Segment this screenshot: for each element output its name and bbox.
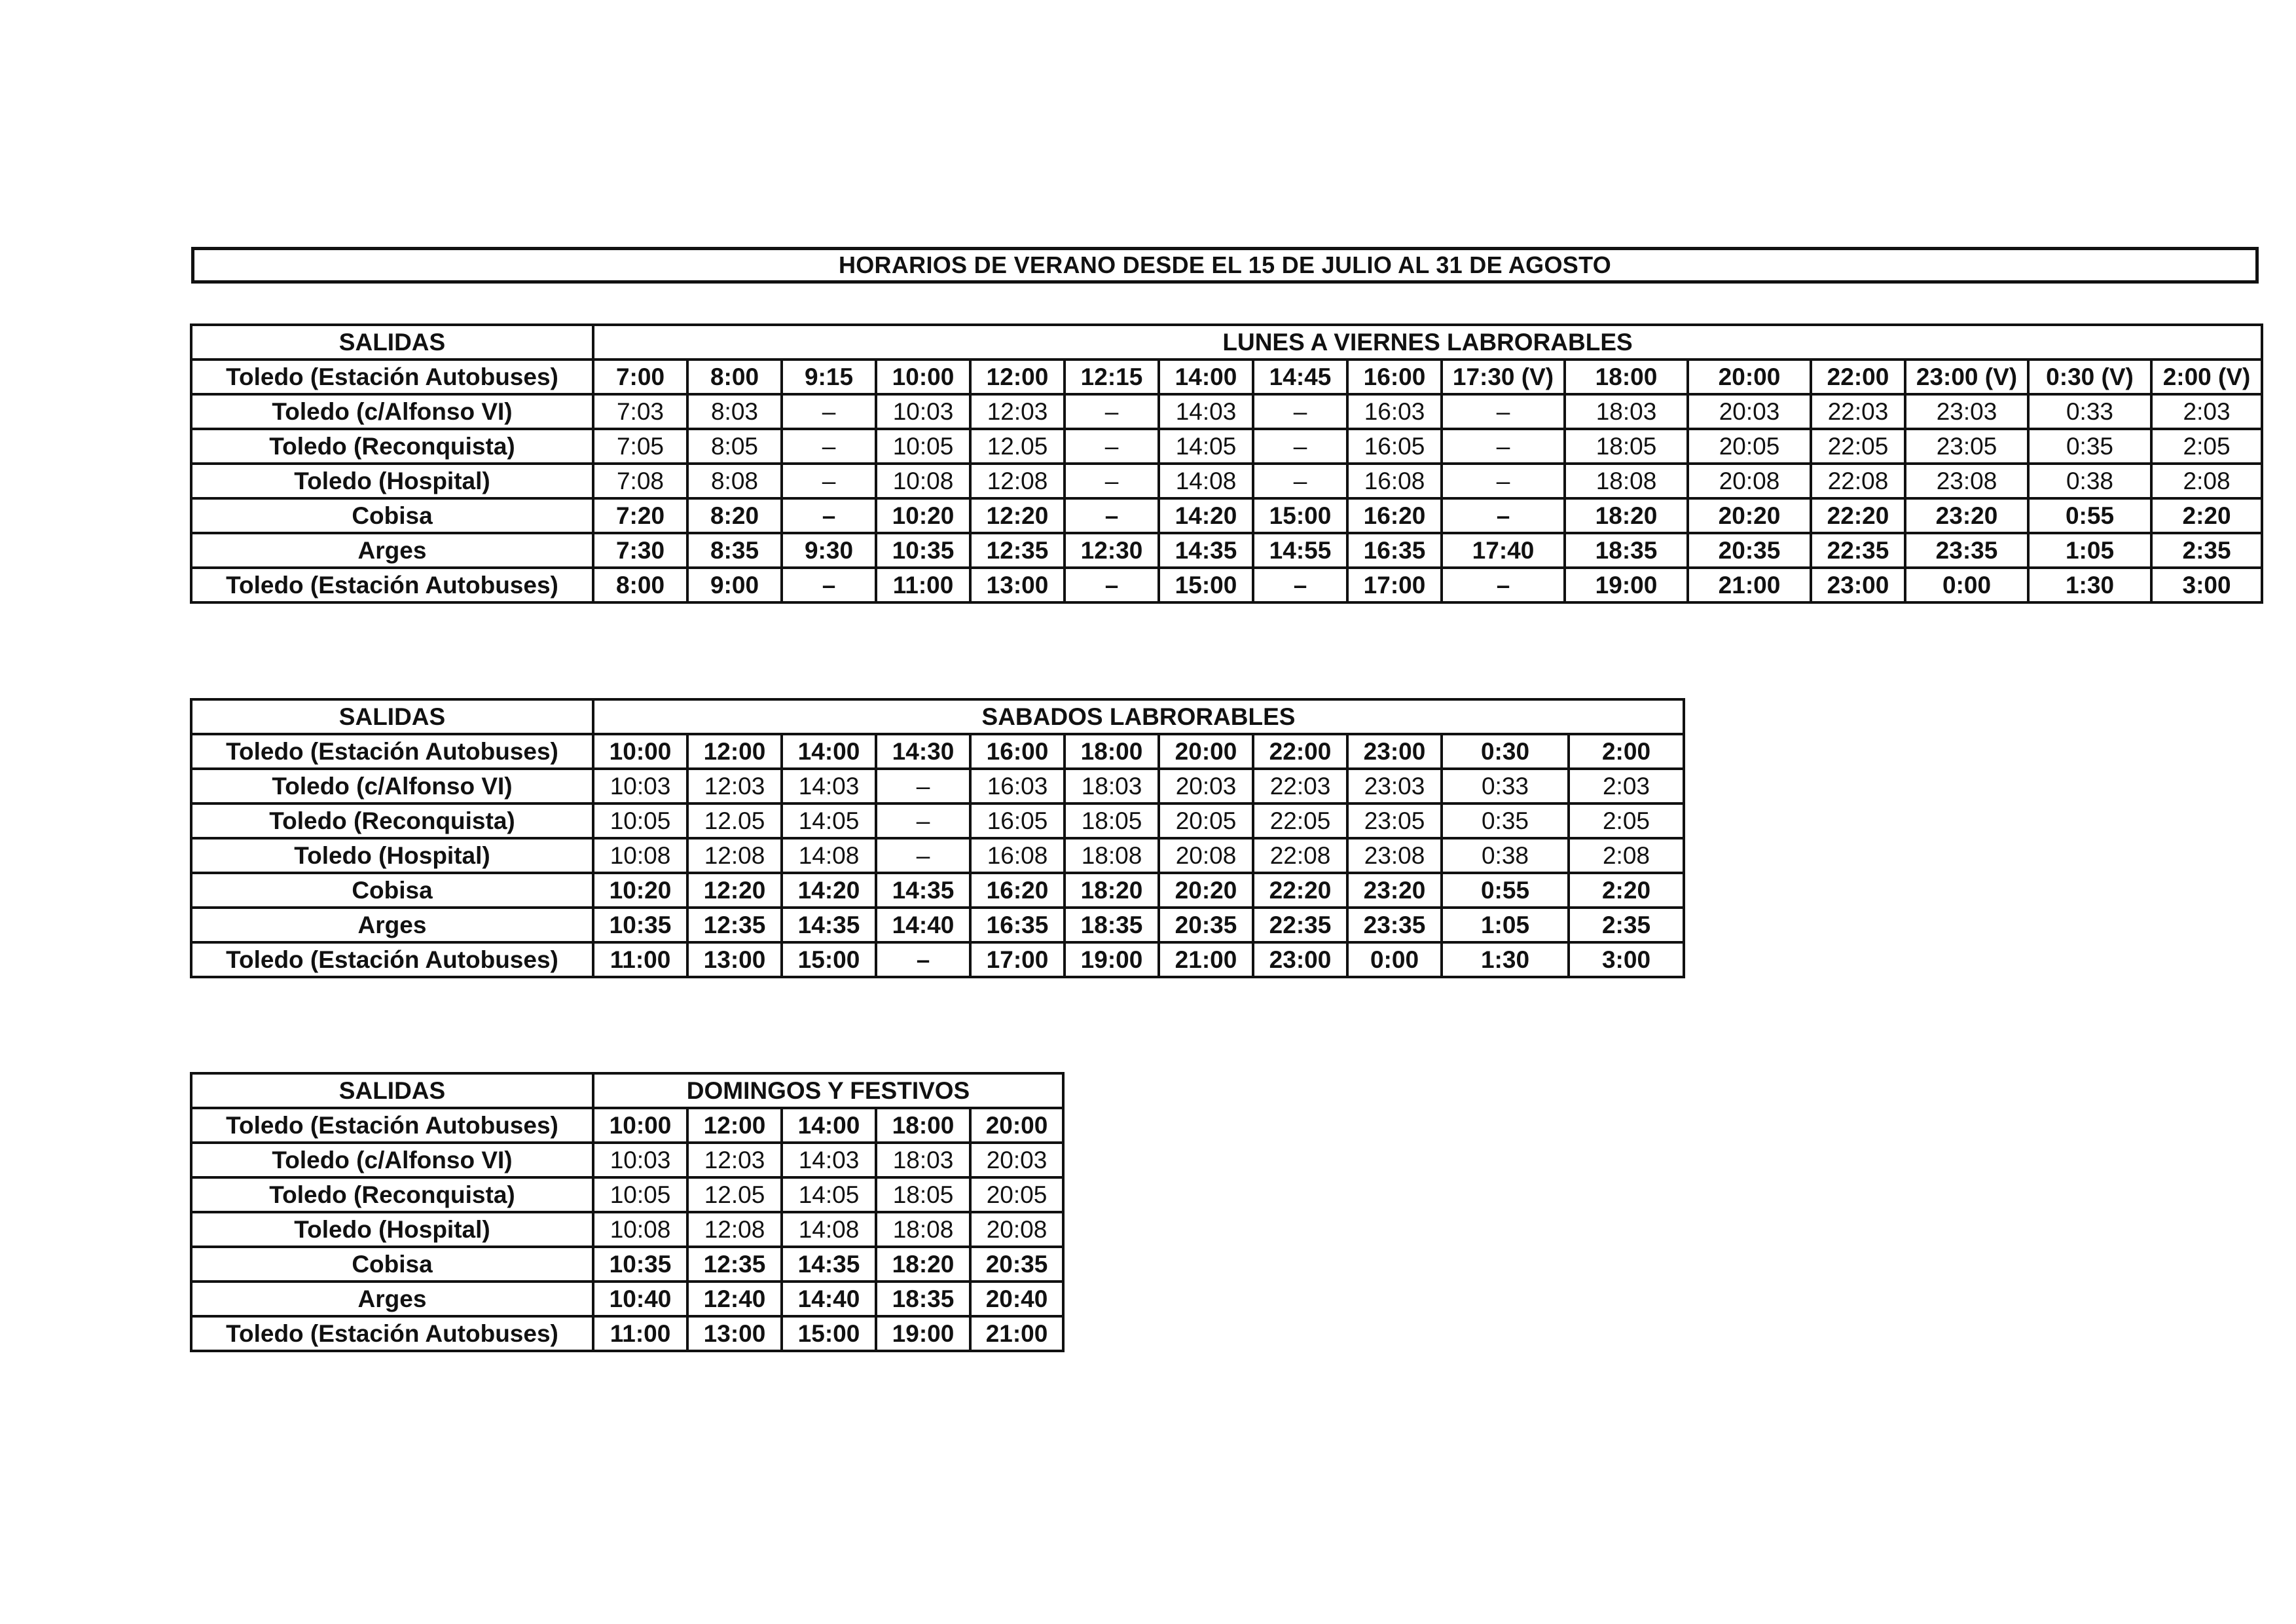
departure-time-cell: 22:20 — [1253, 873, 1347, 908]
departure-time-cell: 12:20 — [687, 873, 782, 908]
departure-time-cell: – — [1253, 394, 1347, 429]
departure-time-cell: 10:08 — [876, 464, 970, 498]
departure-time-cell: 20:08 — [1159, 838, 1253, 873]
departure-time-cell: 13:00 — [687, 942, 782, 977]
departure-time-cell: 18:03 — [1065, 769, 1159, 803]
departure-time-cell: 20:20 — [1688, 498, 1811, 533]
departure-time-cell: – — [1065, 429, 1159, 464]
departure-time-cell: 10:05 — [593, 803, 687, 838]
sunday-schedule-table — [190, 1072, 1065, 1352]
departure-time-cell: 9:15 — [782, 360, 876, 394]
departure-time-cell: – — [782, 464, 876, 498]
departure-time-cell: 9:00 — [687, 568, 782, 602]
departure-time-cell: 23:35 — [1905, 533, 2028, 568]
departure-time-cell: 14:08 — [1159, 464, 1253, 498]
departure-time-cell: 2:35 — [2151, 533, 2262, 568]
departure-time-cell: – — [1065, 568, 1159, 602]
departure-time-cell: 2:00 — [1569, 734, 1684, 769]
departure-time-cell: – — [876, 838, 970, 873]
table-row — [191, 1247, 1063, 1282]
departure-time-cell: 22:05 — [1253, 803, 1347, 838]
departure-time-cell: – — [1253, 464, 1347, 498]
departure-time-cell: 22:35 — [1811, 533, 1905, 568]
departure-time-cell: 14:00 — [1159, 360, 1253, 394]
departure-time-cell: – — [782, 394, 876, 429]
departure-time-cell: 23:35 — [1347, 908, 1442, 942]
departure-time-cell: 16:20 — [970, 873, 1065, 908]
stop-name: Arges — [191, 908, 593, 942]
departure-time-cell: 23:00 (V) — [1905, 360, 2028, 394]
departure-time-cell: 10:03 — [593, 769, 687, 803]
departure-time-cell: 8:00 — [687, 360, 782, 394]
departure-time-cell: 16:08 — [970, 838, 1065, 873]
departure-time-cell: 23:20 — [1905, 498, 2028, 533]
departure-time-cell: 16:03 — [1347, 394, 1442, 429]
stop-name: Cobisa — [191, 873, 593, 908]
departure-time-cell: 14:05 — [782, 803, 876, 838]
table-row — [191, 873, 1684, 908]
departure-time-cell: – — [1442, 464, 1565, 498]
departure-time-cell: 14:30 — [876, 734, 970, 769]
departure-time-cell: 18:05 — [1065, 803, 1159, 838]
departure-time-cell: 0:33 — [2028, 394, 2151, 429]
table-row — [191, 1316, 1063, 1351]
departure-time-cell: 2:35 — [1569, 908, 1684, 942]
departure-time-cell: – — [782, 568, 876, 602]
departure-time-cell: 12:00 — [687, 1108, 782, 1143]
departure-time-cell: 15:00 — [1159, 568, 1253, 602]
departure-time-cell: 22:03 — [1811, 394, 1905, 429]
departure-time-cell: 20:08 — [1688, 464, 1811, 498]
departure-time-cell: 0:00 — [1905, 568, 2028, 602]
departure-time-cell: 12:08 — [970, 464, 1065, 498]
departure-time-cell: 10:03 — [593, 1143, 687, 1177]
departure-time-cell: 0:33 — [1442, 769, 1569, 803]
departure-time-cell: 14:35 — [782, 908, 876, 942]
stop-name: Toledo (Estación Autobuses) — [191, 1316, 593, 1351]
table-row — [191, 734, 1684, 769]
departure-time-cell: 14:08 — [782, 1212, 876, 1247]
departure-time-cell: 7:20 — [593, 498, 687, 533]
departure-time-cell: 18:03 — [1565, 394, 1688, 429]
departure-time-cell: 20:40 — [970, 1282, 1063, 1316]
departure-time-cell: 16:20 — [1347, 498, 1442, 533]
departure-time-cell: 16:05 — [970, 803, 1065, 838]
saturday-schedule-table — [190, 698, 1685, 978]
table-row — [191, 464, 2262, 498]
departure-time-cell: 23:00 — [1253, 942, 1347, 977]
departure-time-cell: 22:03 — [1253, 769, 1347, 803]
salidas-header: SALIDAS — [191, 1073, 593, 1108]
table-row — [191, 942, 1684, 977]
departure-time-cell: 10:00 — [593, 1108, 687, 1143]
table-header-row — [191, 1073, 1063, 1108]
departure-time-cell: 22:08 — [1811, 464, 1905, 498]
stop-name: Cobisa — [191, 1247, 593, 1282]
departure-time-cell: 11:00 — [593, 942, 687, 977]
departure-time-cell: – — [1065, 464, 1159, 498]
departure-time-cell: 18:35 — [876, 1282, 970, 1316]
page-title: HORARIOS DE VERANO DESDE EL 15 DE JULIO AL 31 DE AGOSTO — [191, 247, 2259, 284]
departure-time-cell: 7:03 — [593, 394, 687, 429]
departure-time-cell: 13:00 — [970, 568, 1065, 602]
departure-time-cell: – — [1065, 394, 1159, 429]
table-header-row — [191, 325, 2262, 360]
departure-time-cell: 22:20 — [1811, 498, 1905, 533]
departure-time-cell: 12.05 — [687, 803, 782, 838]
departure-time-cell: 18:00 — [1565, 360, 1688, 394]
departure-time-cell: 18:08 — [1065, 838, 1159, 873]
departure-time-cell: 14:40 — [876, 908, 970, 942]
departure-time-cell: 14:08 — [782, 838, 876, 873]
departure-time-cell: – — [876, 803, 970, 838]
stop-name: Cobisa — [191, 498, 593, 533]
departure-time-cell: 7:00 — [593, 360, 687, 394]
departure-time-cell: 20:03 — [970, 1143, 1063, 1177]
departure-time-cell: 20:00 — [1159, 734, 1253, 769]
departure-time-cell: 2:20 — [2151, 498, 2262, 533]
departure-time-cell: 10:08 — [593, 1212, 687, 1247]
departure-time-cell: 18:20 — [1065, 873, 1159, 908]
departure-time-cell: 12:20 — [970, 498, 1065, 533]
departure-time-cell: 10:20 — [876, 498, 970, 533]
departure-time-cell: 14:35 — [782, 1247, 876, 1282]
table-row — [191, 908, 1684, 942]
departure-time-cell: 2:00 (V) — [2151, 360, 2262, 394]
table-row — [191, 498, 2262, 533]
departure-time-cell: 10:40 — [593, 1282, 687, 1316]
departure-time-cell: 18:03 — [876, 1143, 970, 1177]
departure-time-cell: – — [876, 769, 970, 803]
departure-time-cell: 20:35 — [970, 1247, 1063, 1282]
departure-time-cell: 12.05 — [970, 429, 1065, 464]
departure-time-cell: 12:35 — [687, 1247, 782, 1282]
departure-time-cell: – — [876, 942, 970, 977]
departure-time-cell: 20:35 — [1688, 533, 1811, 568]
departure-time-cell: 14:35 — [876, 873, 970, 908]
departure-time-cell: 17:00 — [1347, 568, 1442, 602]
departure-time-cell: – — [1253, 568, 1347, 602]
stop-name: Toledo (Reconquista) — [191, 1177, 593, 1212]
departure-time-cell: 20:05 — [970, 1177, 1063, 1212]
departure-time-cell: 8:00 — [593, 568, 687, 602]
departure-time-cell: 12:03 — [687, 769, 782, 803]
departure-time-cell: 12:08 — [687, 838, 782, 873]
departure-time-cell: 18:35 — [1565, 533, 1688, 568]
table-row — [191, 533, 2262, 568]
salidas-header: SALIDAS — [191, 325, 593, 360]
departure-time-cell: 0:30 (V) — [2028, 360, 2151, 394]
departure-time-cell: – — [1442, 498, 1565, 533]
table-header-row — [191, 699, 1684, 734]
departure-time-cell: 2:05 — [1569, 803, 1684, 838]
stop-name: Toledo (Estación Autobuses) — [191, 734, 593, 769]
departure-time-cell: 13:00 — [687, 1316, 782, 1351]
departure-time-cell: 20:05 — [1159, 803, 1253, 838]
departure-time-cell: – — [1442, 568, 1565, 602]
departure-time-cell: 12:08 — [687, 1212, 782, 1247]
stop-name: Toledo (Reconquista) — [191, 429, 593, 464]
table-row — [191, 360, 2262, 394]
weekday-schedule-table — [190, 323, 2263, 604]
departure-time-cell: 10:35 — [593, 908, 687, 942]
departure-time-cell: 20:35 — [1159, 908, 1253, 942]
departure-time-cell: 0:55 — [1442, 873, 1569, 908]
stop-name: Toledo (Estación Autobuses) — [191, 1108, 593, 1143]
departure-time-cell: 2:05 — [2151, 429, 2262, 464]
departure-time-cell: 10:05 — [876, 429, 970, 464]
departure-time-cell: 10:00 — [876, 360, 970, 394]
departure-time-cell: 22:08 — [1253, 838, 1347, 873]
departure-time-cell: 14:05 — [1159, 429, 1253, 464]
departure-time-cell: 20:08 — [970, 1212, 1063, 1247]
departure-time-cell: 12:15 — [1065, 360, 1159, 394]
departure-time-cell: 17:00 — [970, 942, 1065, 977]
schedule-period-header: DOMINGOS Y FESTIVOS — [593, 1073, 1063, 1108]
departure-time-cell: 12:03 — [687, 1143, 782, 1177]
departure-time-cell: 1:30 — [1442, 942, 1569, 977]
departure-time-cell: 22:00 — [1253, 734, 1347, 769]
schedule-period-header: SABADOS LABRORABLES — [593, 699, 1684, 734]
departure-time-cell: 20:00 — [970, 1108, 1063, 1143]
departure-time-cell: – — [782, 498, 876, 533]
departure-time-cell: – — [1442, 394, 1565, 429]
departure-time-cell: 8:05 — [687, 429, 782, 464]
table-row — [191, 838, 1684, 873]
departure-time-cell: 7:08 — [593, 464, 687, 498]
table-row — [191, 1177, 1063, 1212]
departure-time-cell: 21:00 — [1688, 568, 1811, 602]
departure-time-cell: 14:35 — [1159, 533, 1253, 568]
departure-time-cell: 11:00 — [876, 568, 970, 602]
departure-time-cell: 12.05 — [687, 1177, 782, 1212]
departure-time-cell: 23:05 — [1905, 429, 2028, 464]
departure-time-cell: 1:05 — [1442, 908, 1569, 942]
table-row — [191, 1143, 1063, 1177]
departure-time-cell: 14:45 — [1253, 360, 1347, 394]
stop-name: Arges — [191, 533, 593, 568]
departure-time-cell: 3:00 — [2151, 568, 2262, 602]
departure-time-cell: 3:00 — [1569, 942, 1684, 977]
departure-time-cell: 16:00 — [1347, 360, 1442, 394]
departure-time-cell: 0:38 — [2028, 464, 2151, 498]
departure-time-cell: 0:35 — [1442, 803, 1569, 838]
stop-name: Toledo (Reconquista) — [191, 803, 593, 838]
departure-time-cell: 23:03 — [1347, 769, 1442, 803]
departure-time-cell: 12:35 — [970, 533, 1065, 568]
departure-time-cell: 14:55 — [1253, 533, 1347, 568]
departure-time-cell: 14:00 — [782, 734, 876, 769]
departure-time-cell: 23:00 — [1811, 568, 1905, 602]
departure-time-cell: 20:03 — [1688, 394, 1811, 429]
departure-time-cell: 10:35 — [593, 1247, 687, 1282]
departure-time-cell: 21:00 — [1159, 942, 1253, 977]
schedule-period-header: LUNES A VIERNES LABRORABLES — [593, 325, 2262, 360]
table-row — [191, 1282, 1063, 1316]
stop-name: Toledo (Hospital) — [191, 1212, 593, 1247]
table-row — [191, 769, 1684, 803]
departure-time-cell: 8:03 — [687, 394, 782, 429]
departure-time-cell: 18:08 — [876, 1212, 970, 1247]
departure-time-cell: 10:20 — [593, 873, 687, 908]
departure-time-cell: 16:08 — [1347, 464, 1442, 498]
departure-time-cell: 18:08 — [1565, 464, 1688, 498]
departure-time-cell: 8:35 — [687, 533, 782, 568]
departure-time-cell: 23:20 — [1347, 873, 1442, 908]
departure-time-cell: 14:03 — [1159, 394, 1253, 429]
departure-time-cell: – — [1442, 429, 1565, 464]
departure-time-cell: 15:00 — [1253, 498, 1347, 533]
departure-time-cell: 18:20 — [1565, 498, 1688, 533]
departure-time-cell: 18:05 — [876, 1177, 970, 1212]
departure-time-cell: – — [782, 429, 876, 464]
departure-time-cell: 14:05 — [782, 1177, 876, 1212]
stop-name: Toledo (Hospital) — [191, 838, 593, 873]
stop-name: Toledo (c/Alfonso VI) — [191, 1143, 593, 1177]
departure-time-cell: 20:00 — [1688, 360, 1811, 394]
stop-name: Toledo (Hospital) — [191, 464, 593, 498]
departure-time-cell: 14:00 — [782, 1108, 876, 1143]
departure-time-cell: 17:30 (V) — [1442, 360, 1565, 394]
departure-time-cell: 10:00 — [593, 734, 687, 769]
departure-time-cell: 8:08 — [687, 464, 782, 498]
table-row — [191, 394, 2262, 429]
departure-time-cell: 23:08 — [1347, 838, 1442, 873]
departure-time-cell: 18:35 — [1065, 908, 1159, 942]
departure-time-cell: 19:00 — [1065, 942, 1159, 977]
departure-time-cell: 9:30 — [782, 533, 876, 568]
departure-time-cell: 23:05 — [1347, 803, 1442, 838]
departure-time-cell: 15:00 — [782, 1316, 876, 1351]
stop-name: Toledo (Estación Autobuses) — [191, 942, 593, 977]
departure-time-cell: 7:30 — [593, 533, 687, 568]
departure-time-cell: 10:03 — [876, 394, 970, 429]
departure-time-cell: – — [1253, 429, 1347, 464]
stop-name: Toledo (c/Alfonso VI) — [191, 394, 593, 429]
departure-time-cell: 18:20 — [876, 1247, 970, 1282]
departure-time-cell: 14:03 — [782, 1143, 876, 1177]
departure-time-cell: 2:08 — [2151, 464, 2262, 498]
departure-time-cell: 2:08 — [1569, 838, 1684, 873]
departure-time-cell: 18:05 — [1565, 429, 1688, 464]
departure-time-cell: 12:00 — [970, 360, 1065, 394]
departure-time-cell: 17:40 — [1442, 533, 1565, 568]
departure-time-cell: 23:08 — [1905, 464, 2028, 498]
table-row — [191, 429, 2262, 464]
departure-time-cell: 12:00 — [687, 734, 782, 769]
departure-time-cell: 16:05 — [1347, 429, 1442, 464]
departure-time-cell: 8:20 — [687, 498, 782, 533]
departure-time-cell: 10:08 — [593, 838, 687, 873]
departure-time-cell: 19:00 — [876, 1316, 970, 1351]
departure-time-cell: 2:20 — [1569, 873, 1684, 908]
stop-name: Arges — [191, 1282, 593, 1316]
departure-time-cell: 20:20 — [1159, 873, 1253, 908]
departure-time-cell: 21:00 — [970, 1316, 1063, 1351]
departure-time-cell: 23:00 — [1347, 734, 1442, 769]
departure-time-cell: 10:35 — [876, 533, 970, 568]
departure-time-cell: 12:03 — [970, 394, 1065, 429]
departure-time-cell: 0:38 — [1442, 838, 1569, 873]
departure-time-cell: 0:35 — [2028, 429, 2151, 464]
table-row — [191, 1108, 1063, 1143]
departure-time-cell: 12:35 — [687, 908, 782, 942]
departure-time-cell: 23:03 — [1905, 394, 2028, 429]
departure-time-cell: 11:00 — [593, 1316, 687, 1351]
departure-time-cell: 1:30 — [2028, 568, 2151, 602]
departure-time-cell: 0:30 — [1442, 734, 1569, 769]
departure-time-cell: 2:03 — [1569, 769, 1684, 803]
departure-time-cell: – — [1065, 498, 1159, 533]
departure-time-cell: 16:00 — [970, 734, 1065, 769]
departure-time-cell: 16:35 — [1347, 533, 1442, 568]
departure-time-cell: 16:35 — [970, 908, 1065, 942]
departure-time-cell: 15:00 — [782, 942, 876, 977]
departure-time-cell: 0:55 — [2028, 498, 2151, 533]
departure-time-cell: 7:05 — [593, 429, 687, 464]
departure-time-cell: 14:40 — [782, 1282, 876, 1316]
departure-time-cell: 22:05 — [1811, 429, 1905, 464]
departure-time-cell: 20:03 — [1159, 769, 1253, 803]
departure-time-cell: 0:00 — [1347, 942, 1442, 977]
table-row — [191, 568, 2262, 602]
stop-name: Toledo (c/Alfonso VI) — [191, 769, 593, 803]
departure-time-cell: 18:00 — [1065, 734, 1159, 769]
departure-time-cell: 22:00 — [1811, 360, 1905, 394]
departure-time-cell: 14:20 — [782, 873, 876, 908]
departure-time-cell: 18:00 — [876, 1108, 970, 1143]
table-row — [191, 803, 1684, 838]
departure-time-cell: 16:03 — [970, 769, 1065, 803]
salidas-header: SALIDAS — [191, 699, 593, 734]
departure-time-cell: 2:03 — [2151, 394, 2262, 429]
departure-time-cell: 22:35 — [1253, 908, 1347, 942]
departure-time-cell: 14:20 — [1159, 498, 1253, 533]
departure-time-cell: 20:05 — [1688, 429, 1811, 464]
departure-time-cell: 10:05 — [593, 1177, 687, 1212]
stop-name: Toledo (Estación Autobuses) — [191, 360, 593, 394]
departure-time-cell: 19:00 — [1565, 568, 1688, 602]
stop-name: Toledo (Estación Autobuses) — [191, 568, 593, 602]
departure-time-cell: 14:03 — [782, 769, 876, 803]
departure-time-cell: 12:40 — [687, 1282, 782, 1316]
departure-time-cell: 1:05 — [2028, 533, 2151, 568]
table-row — [191, 1212, 1063, 1247]
departure-time-cell: 12:30 — [1065, 533, 1159, 568]
